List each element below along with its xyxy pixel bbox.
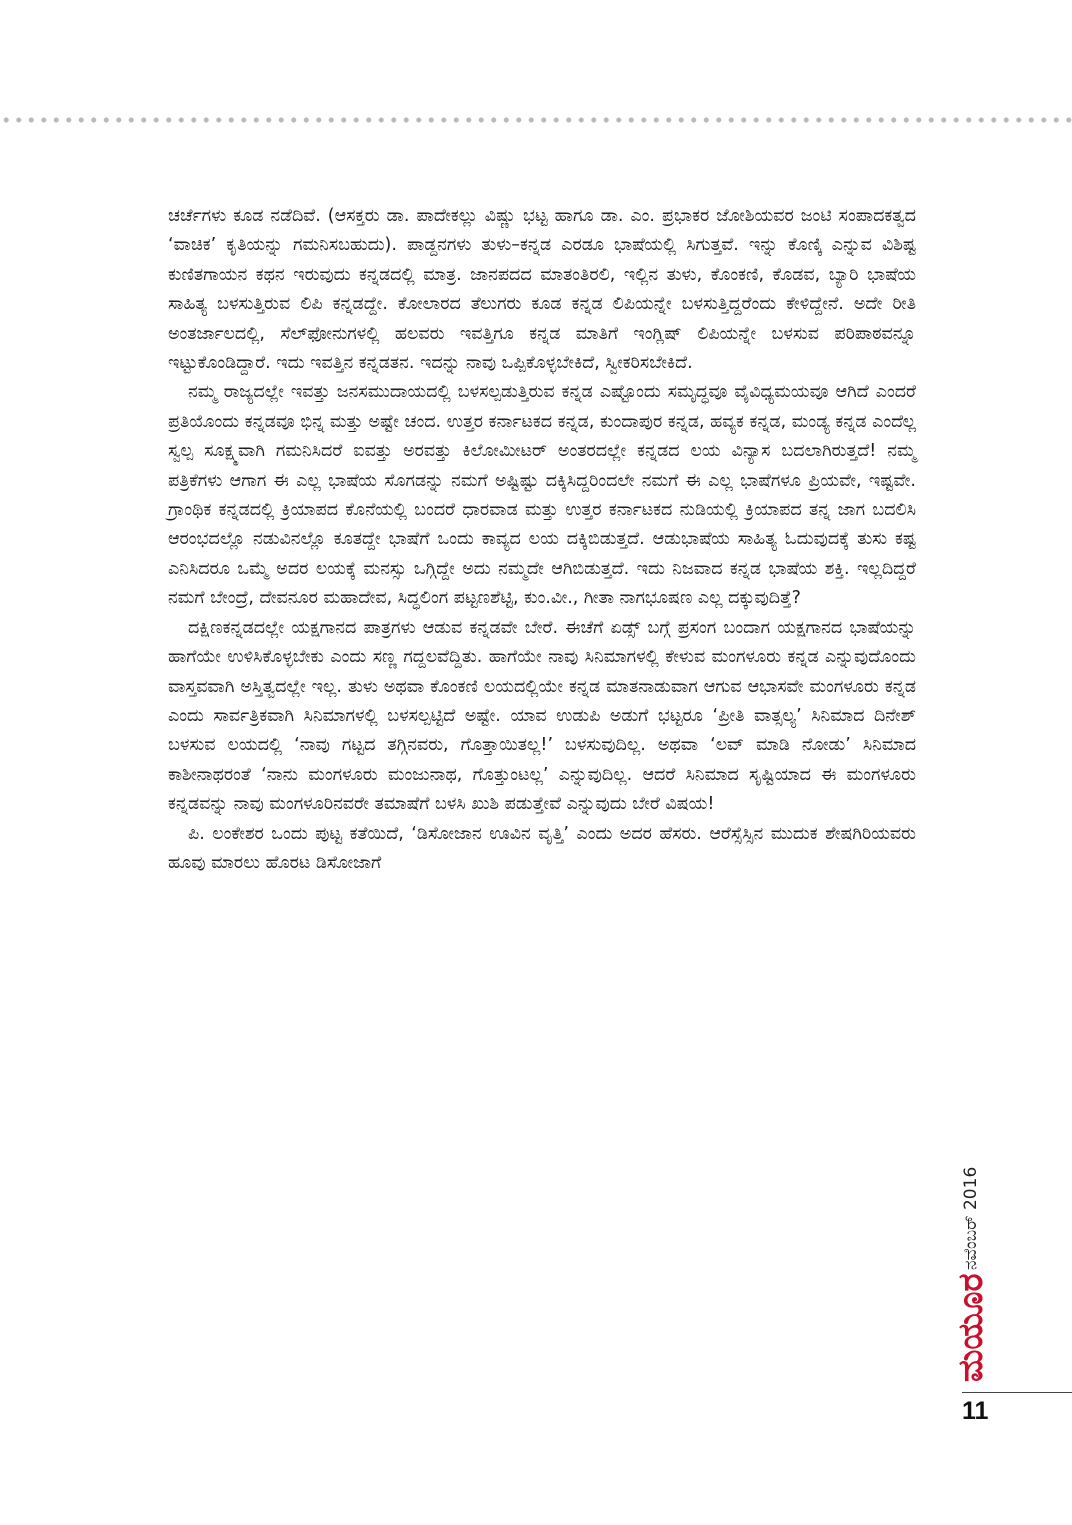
dotted-header-rule — [0, 116, 1072, 124]
page-number-rule — [962, 1392, 1072, 1393]
article-body — [168, 202, 916, 878]
page-number: 11 — [962, 1397, 989, 1425]
magazine-sidebar — [950, 1100, 992, 1400]
paragraph-1: ಚರ್ಚೆಗಳು ಕೂಡ ನಡೆದಿವೆ. (ಆಸಕ್ತರು ಡಾ. ಪಾದೇಕಲ್ಲು ವಿಷ್ಣು ಭಟ್ಟ ಹಾಗೂ ಡಾ. ಎಂ. ಪ್ರಭಾಕರ ಜೋಶಿಯವರ ಜಂಟಿ ಸಂಪಾದಕತ್ವದ ‘ವಾಚಿಕ’ ಕೃತಿಯನ್ನು ಗಮನಿಸಬಹುದು). ಪಾಡ್ದನಗಳು ತುಳು–ಕನ್ನಡ ಎರಡೂ ಭಾಷೆಯಲ್ಲಿ ಸಿಗುತ್ತವೆ. ಇನ್ನು ಕೊಣ್ಕಿ ಎನ್ನುವ ವಿಶಿಷ್ಟ ಕುಣಿತಗಾಯನ ಕಥನ ಇರುವುದು ಕನ್ನಡದಲ್ಲಿ ಮಾತ್ರ. ಜಾನಪದದ ಮಾತಂತಿರಲಿ, ಇಲ್ಲಿನ ತುಳು, ಕೊಂಕಣಿ, ಕೊಡವ, ಬ್ಯಾರಿ ಭಾಷೆಯ ಸಾಹಿತ್ಯ ಬಳಸುತ್ತಿರುವ ಲಿಪಿ ಕನ್ನಡದ್ದೇ. ಕೋಲಾರದ ತೆಲುಗರು ಕೂಡ ಕನ್ನಡ ಲಿಪಿಯನ್ನೇ ಬಳಸುತ್ತಿದ್ದರೆಂದು ಕೇಳಿದ್ದೇನೆ. ಅದೇ ರೀತಿ ಅಂತರ್ಜಾಲದಲ್ಲಿ, ಸೆಲ್‌ಫೋನುಗಳಲ್ಲಿ ಹಲವರು ಇವತ್ತಿಗೂ ಕನ್ನಡ ಮಾತಿಗೆ ಇಂಗ್ಲಿಷ್ ಲಿಪಿಯನ್ನೇ ಬಳಸುವ ಪರಿಪಾಠವನ್ನೂ ಇಟ್ಟುಕೊಂಡಿದ್ದಾರೆ. ಇದು ಇವತ್ತಿನ ಕನ್ನಡತನ. ಇದನ್ನು ನಾವು ಒಪ್ಪಿಕೊಳ್ಳಬೇಕಿದೆ, ಸ್ವೀಕರಿಸಬೇಕಿದೆ. — [168, 206, 916, 374]
paragraph-2: ನಮ್ಮ ರಾಜ್ಯದಲ್ಲೇ ಇವತ್ತು ಜನಸಮುದಾಯದಲ್ಲಿ ಬಳಸಲ್ಪಡುತ್ತಿರುವ ಕನ್ನಡ ಎಷ್ಟೊಂದು ಸಮೃದ್ಧವೂ ವೈವಿಧ್ಯಮಯವೂ ಆಗಿದೆ ಎಂದರೆ ಪ್ರತಿಯೊಂದು ಕನ್ನಡವೂ ಭಿನ್ನ ಮತ್ತು ಅಷ್ಟೇ ಚಂದ. ಉತ್ತರ ಕರ್ನಾಟಕದ ಕನ್ನಡ, ಕುಂದಾಪುರ ಕನ್ನಡ, ಹವ್ಯಕ ಕನ್ನಡ, ಮಂಡ್ಯ ಕನ್ನಡ ಎಂದೆಲ್ಲ ಸ್ವಲ್ಪ ಸೂಕ್ಷ್ಮವಾಗಿ ಗಮನಿಸಿದರೆ ಐವತ್ತು ಅರವತ್ತು ಕಿಲೋಮೀಟರ್ ಅಂತರದಲ್ಲೇ ಕನ್ನಡದ ಲಯ ವಿನ್ಯಾಸ ಬದಲಾಗಿರುತ್ತದೆ! ನಮ್ಮ ಪತ್ರಿಕೆಗಳು ಆಗಾಗ ಈ ಎಲ್ಲ ಭಾಷೆಯ ಸೊಗಡನ್ನು ನಮಗೆ ಅಷ್ಟಿಷ್ಟು ದಕ್ಕಿಸಿದ್ದರಿಂದಲೇ ನಮಗೆ ಈ ಎಲ್ಲ ಭಾಷೆಗಳೂ ಪ್ರಿಯವೇ, ಇಷ್ಟವೇ. ಗ್ರಾಂಥಿಕ ಕನ್ನಡದಲ್ಲಿ ಕ್ರಿಯಾಪದ ಕೊನೆಯಲ್ಲಿ ಬಂದರೆ ಧಾರವಾಡ ಮತ್ತು ಉತ್ತರ ಕರ್ನಾಟಕದ ನುಡಿಯಲ್ಲಿ ಕ್ರಿಯಾಪದ ತನ್ನ ಜಾಗ ಬದಲಿಸಿ ಆರಂಭದಲ್ಲೊ ನಡುವಿನಲ್ಲೊ ಕೂತದ್ದೇ ಭಾಷೆಗೆ ಒಂದು ಕಾವ್ಯದ ಲಯ ದಕ್ಕಿಬಿಡುತ್ತದೆ. ಆಡುಭಾಷೆಯ ಸಾಹಿತ್ಯ ಓದುವುದಕ್ಕೆ ತುಸು ಕಷ್ಟ ಎನಿಸಿದರೂ ಒಮ್ಮೆ ಅದರ ಲಯಕ್ಕೆ ಮನಸ್ಸು ಒಗ್ಗಿದ್ದೇ ಅದು ನಮ್ಮದೇ ಆಗಿಬಿಡುತ್ತದೆ. ಇದು ನಿಜವಾದ ಕನ್ನಡ ಭಾಷೆಯ ಶಕ್ತಿ. ಇಲ್ಲದಿದ್ದರೆ ನಮಗೆ ಬೇಂದ್ರೆ, ದೇವನೂರ ಮಹಾದೇವ, ಸಿದ್ಧಲಿಂಗ ಪಟ್ಟಣಶೆಟ್ಟಿ, ಕುಂ.ವೀ., ಗೀತಾ ನಾಗಭೂಷಣ ಎಲ್ಲ ದಕ್ಕುವುದಿತ್ತೆ? — [168, 382, 916, 609]
paragraph-4: ಪಿ. ಲಂಕೇಶರ ಒಂದು ಪುಟ್ಟ ಕತೆಯಿದೆ, ‘ಡಿಸೋಜಾನ ಊವಿನ ವೃತ್ತಿ’ ಎಂದು ಅದರ ಹೆಸರು. ಆರೆಸ್ಸೆಸ್ಸಿನ ಮುದುಕ ಶೇಷಗಿರಿಯವರು ಹೂವು ಮಾರಲು ಹೊರಟ ಡಿಸೋಜಾಗೆ — [168, 823, 916, 873]
issue-date: ನವೆಂಬರ್ 2016 — [961, 1166, 981, 1270]
magazine-logo: ಮಯೂರ — [951, 1273, 991, 1382]
paragraph-3: ದಕ್ಷಿಣಕನ್ನಡದಲ್ಲೇ ಯಕ್ಷಗಾನದ ಪಾತ್ರಗಳು ಆಡುವ ಕನ್ನಡವೇ ಬೇರೆ. ಈಚೆಗೆ ಏಡ್ಸ್ ಬಗ್ಗೆ ಪ್ರಸಂಗ ಬಂದಾಗ ಯಕ್ಷಗಾನದ ಭಾಷೆಯನ್ನು ಹಾಗೆಯೇ ಉಳಿಸಿಕೊಳ್ಳಬೇಕು ಎಂದು ಸಣ್ಣ ಗದ್ದಲವೆದ್ದಿತು. ಹಾಗೆಯೇ ನಾವು ಸಿನಿಮಾಗಳಲ್ಲಿ ಕೇಳುವ ಮಂಗಳೂರು ಕನ್ನಡ ಎನ್ನುವುದೊಂದು ವಾಸ್ತವವಾಗಿ ಅಸ್ತಿತ್ವದಲ್ಲೇ ಇಲ್ಲ. ತುಳು ಅಥವಾ ಕೊಂಕಣಿ ಲಯದಲ್ಲಿಯೇ ಕನ್ನಡ ಮಾತನಾಡುವಾಗ ಆಗುವ ಆಭಾಸವೇ ಮಂಗಳೂರು ಕನ್ನಡ ಎಂದು ಸಾರ್ವತ್ರಿಕವಾಗಿ ಸಿನಿಮಾಗಳಲ್ಲಿ ಬಳಸಲ್ಪಟ್ಟಿದೆ ಅಷ್ಟೇ. ಯಾವ ಉಡುಪಿ ಅಡುಗೆ ಭಟ್ಟರೂ ‘ಪ್ರೀತಿ ವಾತ್ಸಲ್ಯ’ ಸಿನಿಮಾದ ದಿನೇಶ್ ಬಳಸುವ ಲಯದಲ್ಲಿ ‘ನಾವು ಗಟ್ಟದ ತಗ್ಗಿನವರು, ಗೊತ್ತಾಯಿತಲ್ಲ!’ ಬಳಸುವುದಿಲ್ಲ. ಅಥವಾ ‘ಲವ್ ಮಾಡಿ ನೋಡು’ ಸಿನಿಮಾದ ಕಾಶೀನಾಥರಂತೆ ‘ನಾನು ಮಂಗಳೂರು ಮಂಜುನಾಥ, ಗೊತ್ತುಂಟಲ್ಲ’ ಎನ್ನುವುದಿಲ್ಲ. ಆದರೆ ಸಿನಿಮಾದ ಸೃಷ್ಟಿಯಾದ ಈ ಮಂಗಳೂರು ಕನ್ನಡವನ್ನು ನಾವು ಮಂಗಳೂರಿನವರೇ ತಮಾಷೆಗೆ ಬಳಸಿ ಖುಶಿ ಪಡುತ್ತೇವೆ ಎನ್ನುವುದು ಬೇರೆ ವಿಷಯ! — [168, 617, 916, 815]
